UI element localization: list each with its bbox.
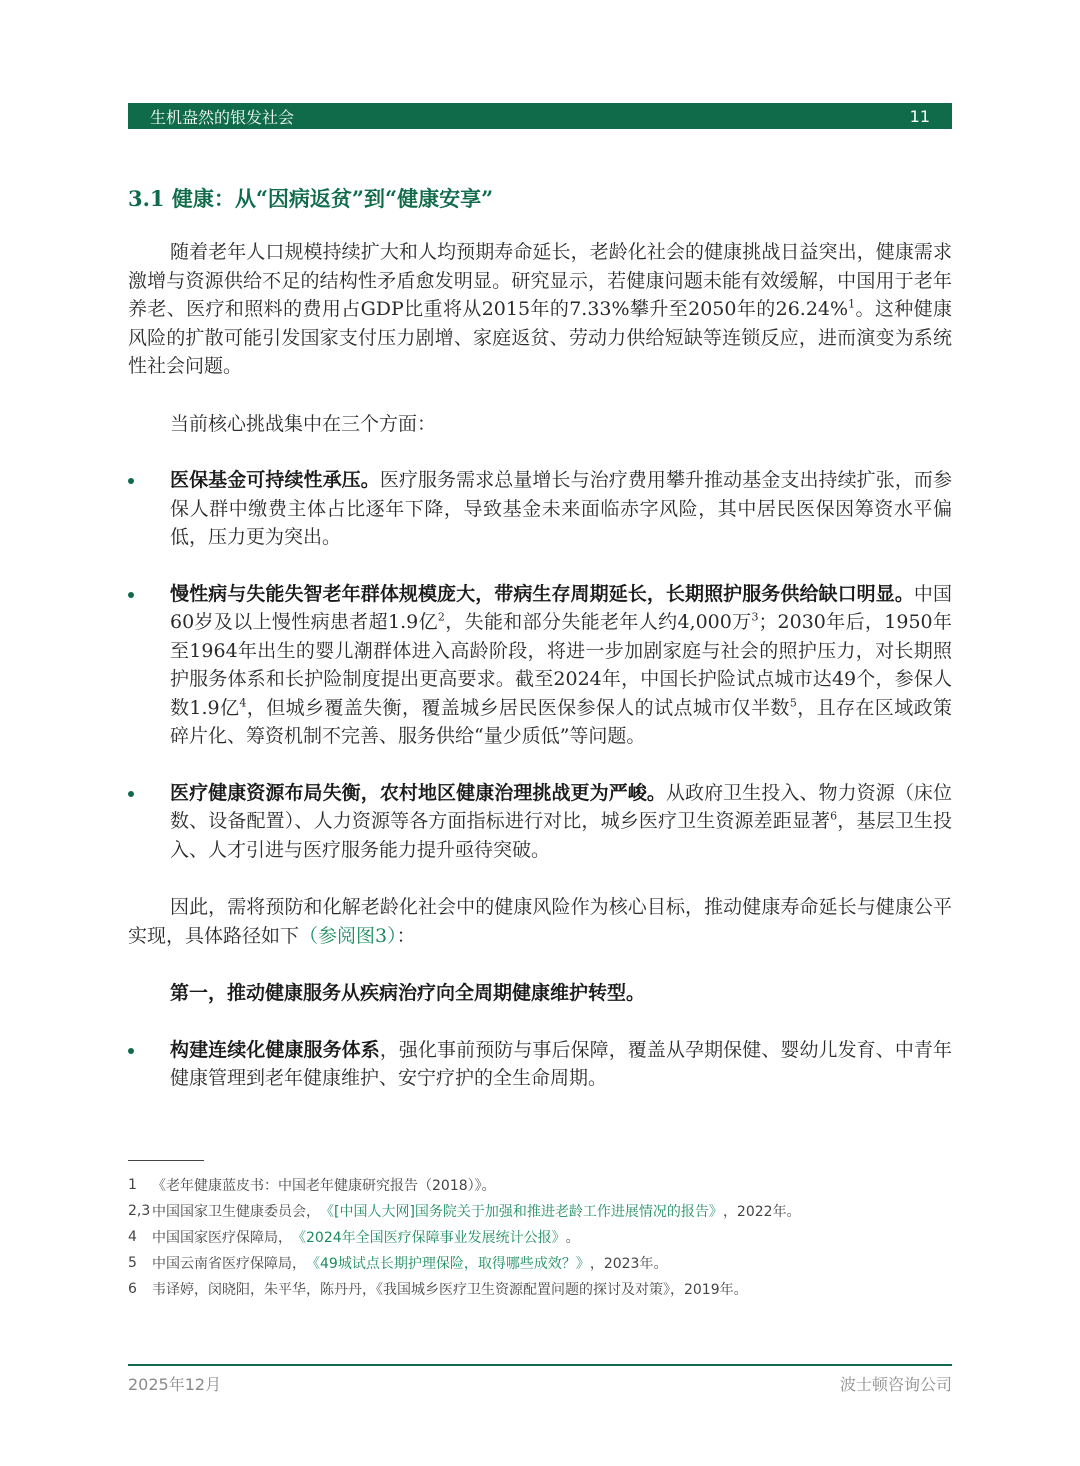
challenges-intro: 当前核心挑战集中在三个方面：: [170, 412, 437, 435]
footnotes: [128, 1172, 952, 1302]
bullet-3-text-1: 从政府卫生投入、物力资源（床位数、设备配置）、人力资源等各方面指标进行对比，城乡医疗卫生资源差距显著: [170, 781, 952, 832]
bullet-1-text: 医疗服务需求总量增长与治疗费用攀升推动基金支出持续扩张，而参保人群中缴费主体占比逐年下降，导致基金未来面临赤字风险，其中居民医保因筹资水平偏低，压力更为突出。: [170, 469, 952, 548]
bullet-2-text-4: ，但城乡覆盖失衡，覆盖城乡居民医保参保人的试点城市仅半数: [246, 696, 790, 719]
footnote-text-after: 。: [565, 1230, 580, 1246]
footnote-text: 《老年健康蓝皮书：中国老年健康研究报告（2018）》。: [152, 1178, 496, 1194]
footnote-link[interactable]: 《49城试点长期护理保险，取得哪些成效？》: [306, 1256, 590, 1272]
bullet-3-bold: 医疗健康资源布局失衡，农村地区健康治理挑战更为严峻。: [170, 781, 666, 804]
footnote-number: 1: [128, 1177, 137, 1193]
footnote-ref-3[interactable]: 3: [751, 610, 759, 624]
bullet-item-3: [128, 779, 952, 865]
bullet-4-bold: 构建连续化健康服务体系: [170, 1038, 380, 1061]
footnote-ref-6[interactable]: 6: [830, 809, 838, 823]
footnote-text: 中国云南省医疗保障局，: [152, 1256, 306, 1272]
footer-company: 波士顿咨询公司: [839, 1375, 952, 1394]
header-title: 生机盎然的银发社会: [150, 107, 295, 127]
footnote-ref-5[interactable]: 5: [789, 696, 797, 710]
footnote-divider: [128, 1160, 204, 1161]
footer-date: 2025年12月: [128, 1375, 222, 1394]
footnote-2-3: [128, 1198, 952, 1224]
footnote-1: [128, 1172, 952, 1198]
footer-divider: [128, 1364, 952, 1366]
footnote-text: 中国国家医疗保障局，: [152, 1230, 292, 1246]
bullet-2-bold: 慢性病与失能失智老年群体规模庞大，带病生存周期延长，长期照护服务供给缺口明显。: [170, 582, 914, 605]
bullet-item-2: [128, 580, 952, 751]
intro-text-after: 。这种健康风险的扩散可能引发国家支付压力剧增、家庭返贫、劳动力供给短缺等连锁反应，进而演变为系统性社会问题。: [128, 298, 952, 377]
bullet-2-text-3: ；2030年后，1950年至1964年出生的婴儿潮群体进入高龄阶段，将进一步加剧家庭与社会的照护压力，对长期照护服务体系和长护险制度提出更高要求。截至2024年，中国长护险试点城市达49个，参保人数1.9亿: [170, 611, 952, 719]
footnote-text-after: ，2023年。: [589, 1256, 668, 1272]
main-content: [128, 238, 952, 1093]
section-title: 3.1 健康：从“因病返贫”到“健康安享”: [128, 186, 494, 211]
footnote-ref-2[interactable]: 2: [437, 610, 445, 624]
footnote-text: 中国国家卫生健康委员会，: [152, 1204, 320, 1220]
bullet-dot-icon: [128, 592, 134, 598]
footnote-link[interactable]: 《[中国人大网]国务院关于加强和推进老龄工作进展情况的报告》: [320, 1204, 723, 1220]
footnote-link[interactable]: 《2024年全国医疗保障事业发展统计公报》: [292, 1230, 566, 1246]
bullet-2-text-1: 中国60岁及以上慢性病患者超1.9亿: [170, 582, 952, 633]
conclusion-text: 因此，需将预防和化解老龄化社会中的健康风险作为核心目标，推动健康寿命延长与健康公平实现，具体路径如下: [128, 896, 952, 947]
bullet-dot-icon: [128, 1048, 134, 1054]
footnote-ref-1[interactable]: 1: [848, 297, 856, 311]
footnote-number: 4: [128, 1229, 137, 1245]
bullet-dot-icon: [128, 478, 134, 484]
footnote-5: [128, 1250, 952, 1276]
footnote-number: 6: [128, 1281, 137, 1297]
footnote-text-after: ，2022年。: [722, 1204, 801, 1220]
footnote-ref-4[interactable]: 4: [239, 696, 247, 710]
bullet-2-text-5: ，且存在区域政策碎片化、筹资机制不完善、服务供给“量少质低”等问题。: [170, 696, 952, 747]
page-number: 11: [909, 106, 930, 126]
bullet-2-text-2: ，失能和部分失能老年人约4,000万: [444, 611, 752, 633]
conclusion-paragraph: [128, 893, 952, 950]
intro-paragraph: [128, 238, 952, 381]
bullet-3-text-2: ，基层卫生投入、人才引进与医疗服务能力提升亟待突破。: [170, 810, 952, 861]
footnote-number: 2,3: [128, 1203, 151, 1219]
footnote-4: [128, 1224, 952, 1250]
footer: [128, 1372, 952, 1395]
intro-text: 随着老年人口规模持续扩大和人均预期寿命延长，老龄化社会的健康挑战日益突出，健康需求激增与资源供给不足的结构性矛盾愈发明显。研究显示，若健康问题未能有效缓解，中国用于老年养老、医疗和照料的费用占GDP比重将从2015年的7.33%攀升至2050年的26.24%: [128, 241, 952, 320]
figure-3-link[interactable]: （参阅图3）: [299, 924, 397, 947]
subheading: 第一，推动健康服务从疾病治疗向全周期健康维护转型。: [170, 982, 646, 1004]
footnote-number: 5: [128, 1255, 137, 1271]
footnote-6: [128, 1276, 952, 1302]
bullet-dot-icon: [128, 791, 134, 797]
footnote-text: 韦译婷，闵晓阳，朱平华，陈丹丹，《我国城乡医疗卫生资源配置问题的探讨及对策》，2019年。: [152, 1282, 748, 1298]
bullet-4-text: ，强化事前预防与事后保障，覆盖从孕期保健、婴幼儿发育、中青年健康管理到老年健康维护、安宁疗护的全生命周期。: [170, 1038, 952, 1089]
conclusion-text-after: ：: [396, 924, 416, 947]
bullet-item-1: [128, 466, 952, 552]
header-bar: [128, 103, 952, 129]
bullet-item-4: [128, 1036, 952, 1093]
bullet-1-bold: 医保基金可持续性承压。: [170, 469, 380, 491]
